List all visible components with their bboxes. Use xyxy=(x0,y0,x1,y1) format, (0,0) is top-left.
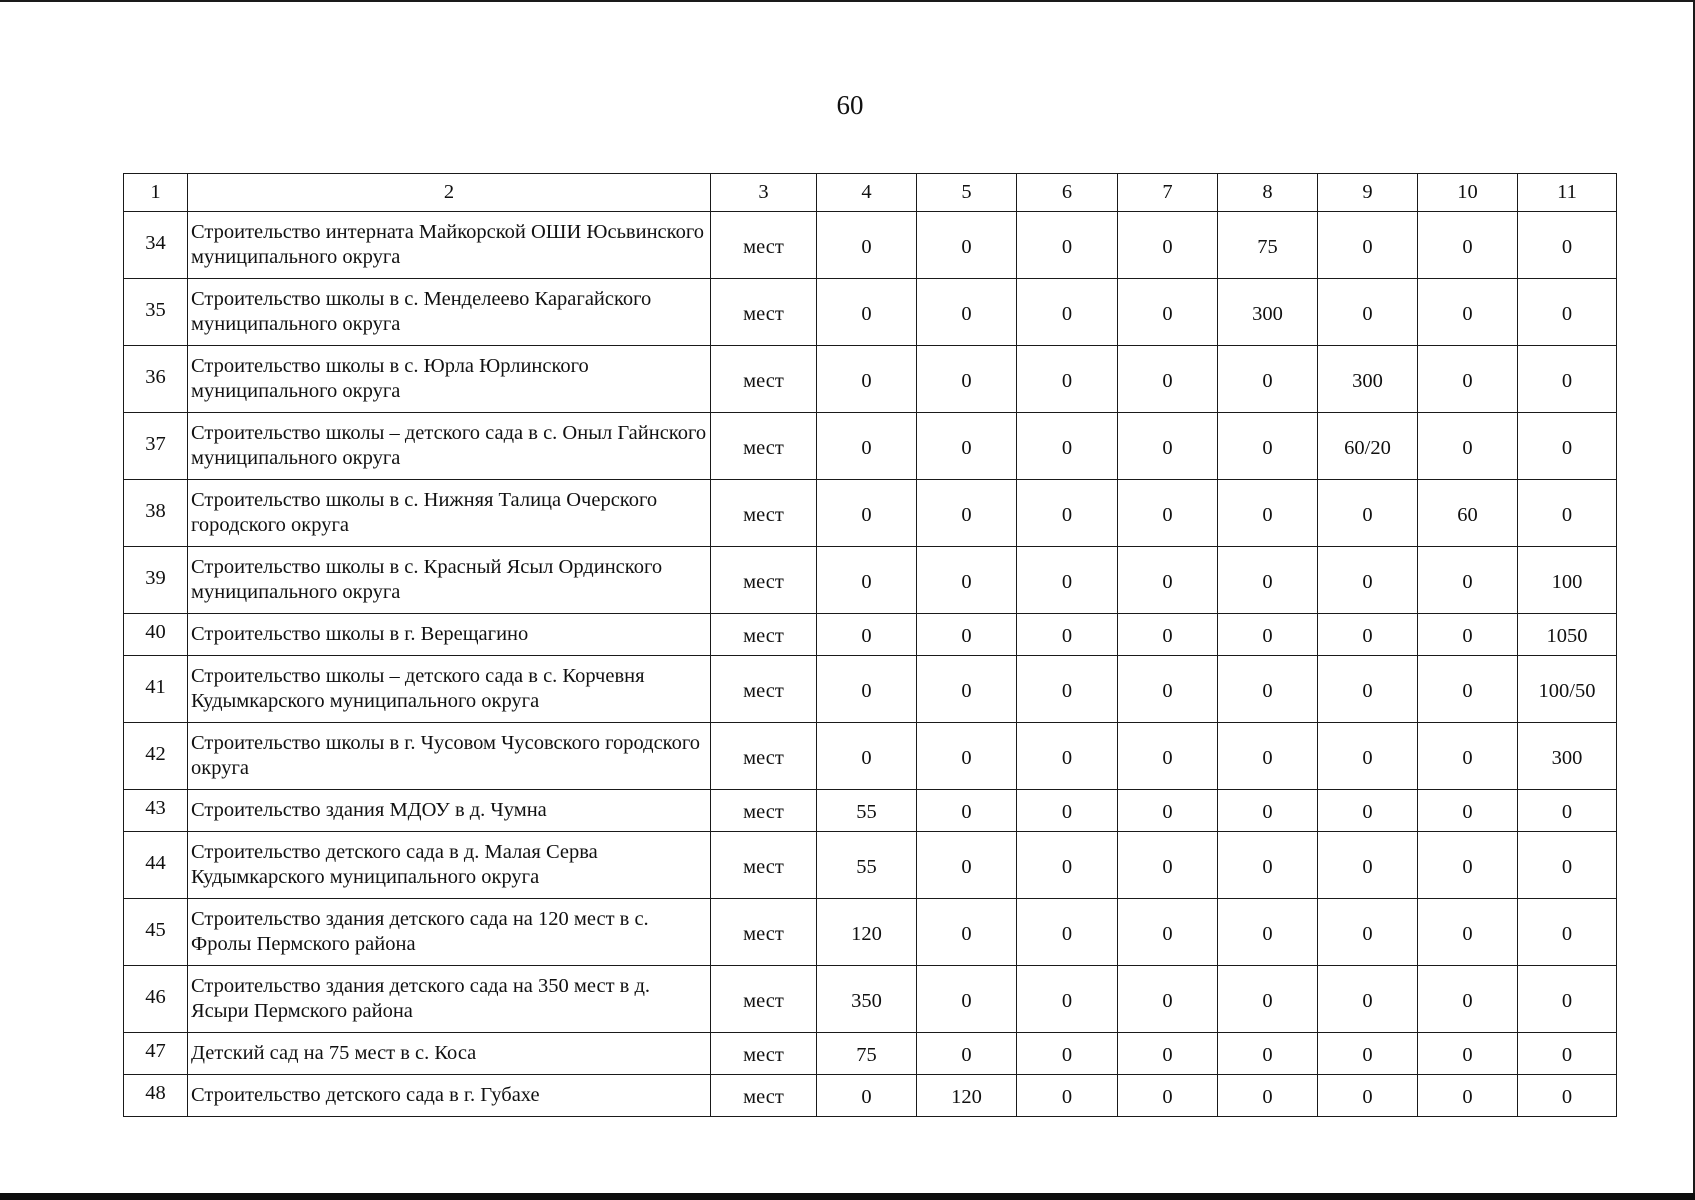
value-cell: 0 xyxy=(1318,656,1418,723)
value-cell: 0 xyxy=(1318,614,1418,656)
unit-cell: мест xyxy=(711,1033,817,1075)
value-cell: 0 xyxy=(1418,1033,1518,1075)
unit-cell: мест xyxy=(711,899,817,966)
value-cell: 0 xyxy=(1118,790,1218,832)
value-cell: 0 xyxy=(1218,614,1318,656)
data-table xyxy=(123,173,1617,1117)
value-cell: 55 xyxy=(817,832,917,899)
table-row xyxy=(124,1033,1617,1075)
value-cell: 100 xyxy=(1518,547,1617,614)
value-cell: 0 xyxy=(917,723,1017,790)
value-cell: 0 xyxy=(1518,480,1617,547)
table-row xyxy=(124,413,1617,480)
value-cell: 0 xyxy=(1518,413,1617,480)
value-cell: 0 xyxy=(917,413,1017,480)
row-number-cell: 48 xyxy=(124,1075,188,1117)
table-row xyxy=(124,346,1617,413)
value-cell: 0 xyxy=(1318,790,1418,832)
value-cell: 75 xyxy=(1218,212,1318,279)
value-cell: 0 xyxy=(1118,547,1218,614)
header-cell: 5 xyxy=(917,174,1017,212)
row-number-cell: 38 xyxy=(124,480,188,547)
table-row xyxy=(124,656,1617,723)
value-cell: 0 xyxy=(1017,723,1118,790)
value-cell: 0 xyxy=(1318,279,1418,346)
value-cell: 0 xyxy=(817,1075,917,1117)
value-cell: 0 xyxy=(1418,1075,1518,1117)
value-cell: 0 xyxy=(1218,480,1318,547)
table-row xyxy=(124,832,1617,899)
unit-cell: мест xyxy=(711,413,817,480)
value-cell: 0 xyxy=(1017,656,1118,723)
row-number-cell: 45 xyxy=(124,899,188,966)
page-number: 60 xyxy=(836,90,864,120)
unit-cell: мест xyxy=(711,480,817,547)
header-cell: 1 xyxy=(124,174,188,212)
table-header-row xyxy=(124,174,1617,212)
value-cell: 0 xyxy=(1118,656,1218,723)
object-name-cell: Строительство школы в с. Красный Ясыл Ординского муниципального округа xyxy=(188,547,711,614)
value-cell: 0 xyxy=(1418,966,1518,1033)
value-cell: 0 xyxy=(1318,832,1418,899)
value-cell: 0 xyxy=(1318,547,1418,614)
object-name-cell: Строительство здания МДОУ в д. Чумна xyxy=(188,790,711,832)
value-cell: 0 xyxy=(1118,413,1218,480)
value-cell: 0 xyxy=(1118,899,1218,966)
table-row xyxy=(124,899,1617,966)
table-row xyxy=(124,480,1617,547)
value-cell: 0 xyxy=(817,413,917,480)
value-cell: 0 xyxy=(817,212,917,279)
object-name-cell: Строительство детского сада в д. Малая Серва Кудымкарского муниципального округа xyxy=(188,832,711,899)
value-cell: 0 xyxy=(817,346,917,413)
value-cell: 0 xyxy=(1118,346,1218,413)
value-cell: 0 xyxy=(817,656,917,723)
object-name-cell: Строительство интерната Майкорской ОШИ Юсьвинского муниципального округа xyxy=(188,212,711,279)
value-cell: 0 xyxy=(1518,1033,1617,1075)
table-body xyxy=(124,174,1617,1117)
value-cell: 0 xyxy=(1017,899,1118,966)
value-cell: 0 xyxy=(1518,346,1617,413)
value-cell: 0 xyxy=(1518,790,1617,832)
value-cell: 0 xyxy=(1118,614,1218,656)
header-cell: 4 xyxy=(817,174,917,212)
unit-cell: мест xyxy=(711,723,817,790)
value-cell: 0 xyxy=(917,279,1017,346)
unit-cell: мест xyxy=(711,346,817,413)
row-number-cell: 39 xyxy=(124,547,188,614)
value-cell: 0 xyxy=(1118,832,1218,899)
value-cell: 0 xyxy=(1318,480,1418,547)
value-cell: 100/50 xyxy=(1518,656,1617,723)
value-cell: 0 xyxy=(917,899,1017,966)
value-cell: 0 xyxy=(1218,413,1318,480)
value-cell: 0 xyxy=(1118,279,1218,346)
value-cell: 0 xyxy=(1518,212,1617,279)
value-cell: 0 xyxy=(1017,212,1118,279)
value-cell: 0 xyxy=(1418,346,1518,413)
row-number-cell: 47 xyxy=(124,1033,188,1075)
value-cell: 0 xyxy=(917,1033,1017,1075)
value-cell: 0 xyxy=(1017,1033,1118,1075)
object-name-cell: Строительство школы – детского сада в с. Оныл Гайнского муниципального округа xyxy=(188,413,711,480)
value-cell: 0 xyxy=(1318,966,1418,1033)
value-cell: 0 xyxy=(1418,899,1518,966)
value-cell: 60 xyxy=(1418,480,1518,547)
value-cell: 0 xyxy=(917,790,1017,832)
value-cell: 350 xyxy=(817,966,917,1033)
table-row xyxy=(124,614,1617,656)
value-cell: 0 xyxy=(1118,212,1218,279)
header-cell: 10 xyxy=(1418,174,1518,212)
value-cell: 0 xyxy=(917,547,1017,614)
value-cell: 0 xyxy=(1118,723,1218,790)
header-cell: 11 xyxy=(1518,174,1617,212)
value-cell: 0 xyxy=(1218,966,1318,1033)
value-cell: 0 xyxy=(917,346,1017,413)
value-cell: 0 xyxy=(1218,1075,1318,1117)
table-row xyxy=(124,966,1617,1033)
row-number-cell: 46 xyxy=(124,966,188,1033)
value-cell: 0 xyxy=(1418,832,1518,899)
value-cell: 0 xyxy=(1218,899,1318,966)
value-cell: 0 xyxy=(1318,723,1418,790)
value-cell: 0 xyxy=(817,723,917,790)
unit-cell: мест xyxy=(711,614,817,656)
value-cell: 0 xyxy=(1518,899,1617,966)
value-cell: 0 xyxy=(1418,723,1518,790)
object-name-cell: Строительство детского сада в г. Губахе xyxy=(188,1075,711,1117)
value-cell: 0 xyxy=(1017,346,1118,413)
row-number-cell: 44 xyxy=(124,832,188,899)
unit-cell: мест xyxy=(711,966,817,1033)
value-cell: 300 xyxy=(1218,279,1318,346)
value-cell: 0 xyxy=(1218,723,1318,790)
value-cell: 0 xyxy=(1118,1075,1218,1117)
header-cell: 3 xyxy=(711,174,817,212)
object-name-cell: Строительство школы в г. Верещагино xyxy=(188,614,711,656)
table-row xyxy=(124,723,1617,790)
header-cell: 2 xyxy=(188,174,711,212)
row-number-cell: 43 xyxy=(124,790,188,832)
header-cell: 8 xyxy=(1218,174,1318,212)
unit-cell: мест xyxy=(711,656,817,723)
value-cell: 1050 xyxy=(1518,614,1617,656)
object-name-cell: Строительство школы в с. Юрла Юрлинского муниципального округа xyxy=(188,346,711,413)
value-cell: 0 xyxy=(1017,413,1118,480)
row-number-cell: 42 xyxy=(124,723,188,790)
value-cell: 0 xyxy=(917,656,1017,723)
object-name-cell: Детский сад на 75 мест в с. Коса xyxy=(188,1033,711,1075)
value-cell: 0 xyxy=(1118,966,1218,1033)
value-cell: 0 xyxy=(1017,832,1118,899)
value-cell: 0 xyxy=(1418,547,1518,614)
value-cell: 0 xyxy=(1218,547,1318,614)
value-cell: 0 xyxy=(1418,279,1518,346)
value-cell: 0 xyxy=(1418,790,1518,832)
unit-cell: мест xyxy=(711,279,817,346)
value-cell: 0 xyxy=(817,614,917,656)
header-cell: 6 xyxy=(1017,174,1118,212)
table-row xyxy=(124,1075,1617,1117)
unit-cell: мест xyxy=(711,1075,817,1117)
table-row xyxy=(124,790,1617,832)
header-cell: 7 xyxy=(1118,174,1218,212)
value-cell: 0 xyxy=(1017,279,1118,346)
unit-cell: мест xyxy=(711,790,817,832)
value-cell: 0 xyxy=(917,480,1017,547)
scan-border-bottom xyxy=(0,1193,1695,1200)
value-cell: 0 xyxy=(1418,212,1518,279)
value-cell: 0 xyxy=(817,279,917,346)
value-cell: 0 xyxy=(1318,899,1418,966)
value-cell: 0 xyxy=(1518,279,1617,346)
unit-cell: мест xyxy=(711,547,817,614)
value-cell: 0 xyxy=(817,547,917,614)
value-cell: 0 xyxy=(1318,1075,1418,1117)
unit-cell: мест xyxy=(711,212,817,279)
value-cell: 0 xyxy=(1218,346,1318,413)
value-cell: 120 xyxy=(917,1075,1017,1117)
object-name-cell: Строительство школы в г. Чусовом Чусовского городского округа xyxy=(188,723,711,790)
value-cell: 300 xyxy=(1318,346,1418,413)
value-cell: 0 xyxy=(917,212,1017,279)
value-cell: 0 xyxy=(1017,790,1118,832)
value-cell: 0 xyxy=(1118,1033,1218,1075)
value-cell: 75 xyxy=(817,1033,917,1075)
value-cell: 0 xyxy=(1418,614,1518,656)
value-cell: 0 xyxy=(1418,656,1518,723)
scan-border-top xyxy=(0,0,1695,2)
object-name-cell: Строительство школы в с. Нижняя Талица Очерского городского округа xyxy=(188,480,711,547)
value-cell: 0 xyxy=(1017,480,1118,547)
value-cell: 55 xyxy=(817,790,917,832)
value-cell: 0 xyxy=(1218,832,1318,899)
value-cell: 0 xyxy=(917,966,1017,1033)
value-cell: 0 xyxy=(1218,1033,1318,1075)
object-name-cell: Строительство здания детского сада на 350 мест в д. Ясыри Пермского района xyxy=(188,966,711,1033)
value-cell: 300 xyxy=(1518,723,1617,790)
row-number-cell: 36 xyxy=(124,346,188,413)
value-cell: 0 xyxy=(917,832,1017,899)
row-number-cell: 40 xyxy=(124,614,188,656)
row-number-cell: 34 xyxy=(124,212,188,279)
value-cell: 0 xyxy=(1017,1075,1118,1117)
value-cell: 0 xyxy=(1518,966,1617,1033)
value-cell: 0 xyxy=(1218,790,1318,832)
value-cell: 0 xyxy=(1017,614,1118,656)
value-cell: 0 xyxy=(1017,547,1118,614)
table-row xyxy=(124,212,1617,279)
value-cell: 0 xyxy=(1017,966,1118,1033)
value-cell: 0 xyxy=(1318,1033,1418,1075)
unit-cell: мест xyxy=(711,832,817,899)
value-cell: 0 xyxy=(1518,832,1617,899)
value-cell: 0 xyxy=(1318,212,1418,279)
object-name-cell: Строительство здания детского сада на 120 мест в с. Фролы Пермского района xyxy=(188,899,711,966)
object-name-cell: Строительство школы в с. Менделеево Карагайского муниципального округа xyxy=(188,279,711,346)
table-row xyxy=(124,279,1617,346)
value-cell: 0 xyxy=(1118,480,1218,547)
value-cell: 0 xyxy=(1418,413,1518,480)
value-cell: 0 xyxy=(1218,656,1318,723)
row-number-cell: 41 xyxy=(124,656,188,723)
table-row xyxy=(124,547,1617,614)
row-number-cell: 37 xyxy=(124,413,188,480)
value-cell: 0 xyxy=(817,480,917,547)
header-cell: 9 xyxy=(1318,174,1418,212)
value-cell: 0 xyxy=(917,614,1017,656)
value-cell: 0 xyxy=(1518,1075,1617,1117)
value-cell: 60/20 xyxy=(1318,413,1418,480)
object-name-cell: Строительство школы – детского сада в с. Корчевня Кудымкарского муниципального округа xyxy=(188,656,711,723)
row-number-cell: 35 xyxy=(124,279,188,346)
value-cell: 120 xyxy=(817,899,917,966)
